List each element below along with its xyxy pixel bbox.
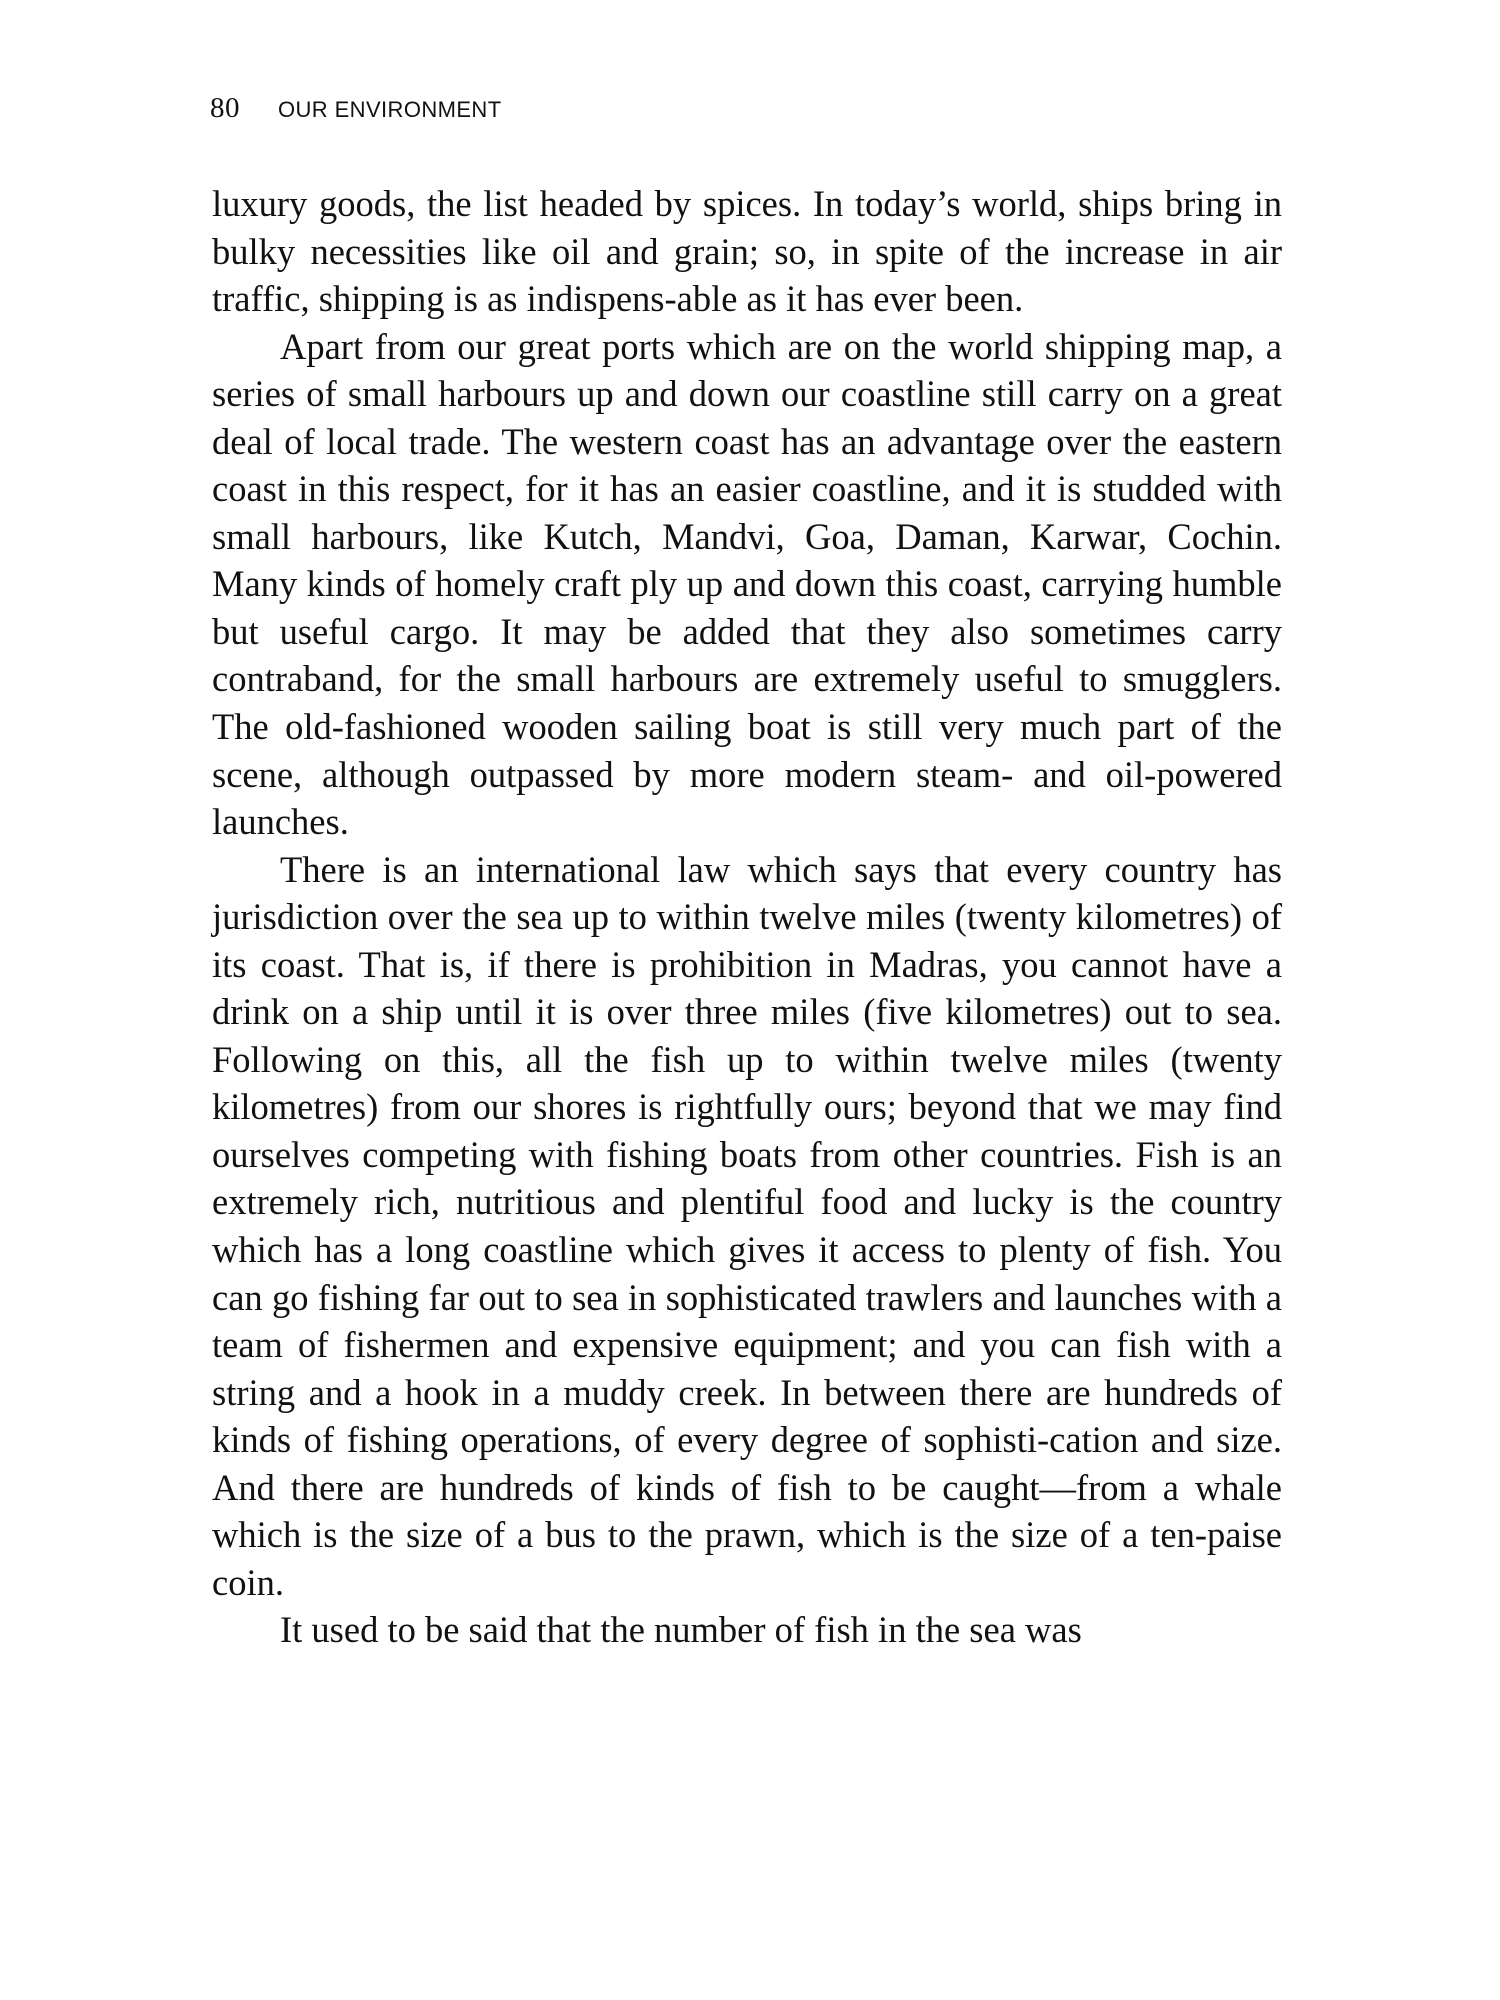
- paragraph-harbours: Apart from our great ports which are on the world shipping map, a series of small harbours up and down our coastline still carry on a great deal of local trade. The western coast has an advantage over the eastern coast in this respect, for it has an easier coastline, and it is studded with small harbours, like Kutch, Mandvi, Goa, Daman, Karwar, Cochin. Many kinds of homely craft ply up and down this coast, carrying humble but useful cargo. It may be added that they also sometimes carry contraband, for the small harbours are extremely useful to smugglers. The old-fashioned wooden sailing boat is still very much part of the scene, although outpassed by more modern steam- and oil-powered launches.: [212, 325, 1282, 843]
- paragraph-international-law: There is an international law which says that every country has jurisdiction over the sea up to within twelve miles (twenty kilometres) of its coast. That is, if there is prohibition in Madras, you cannot have a drink on a ship until it is over three miles (five kilometres) out to sea. Following on this, all the fish up to within twelve miles (twenty kilometres) from our shores is rightfully ours; beyond that we may find ourselves competing with fishing boats from other countries. Fish is an extremely rich, nutritious and plentiful food and lucky is the country which has a long coastline which gives it access to plenty of fish. You can go fishing far out to sea in sophisticated trawlers and launches with a team of fishermen and expensive equipment; and you can fish with a string and a hook in a muddy creek. In between there are hundreds of kinds of fishing operations, of every degree of sophisti-cation and size. And there are hundreds of kinds of fish to be caught—from a whale which is the size of a bus to the prawn, which is the size of a ten-paise coin.: [212, 848, 1282, 1603]
- running-title: OUR ENVIRONMENT: [278, 97, 502, 122]
- paragraph-continued: luxury goods, the list headed by spices. In today’s world, ships bring in bulky necessities like oil and grain; so, in spite of the increase in air traffic, shipping is as indispens-able as it has ever been.: [212, 183, 1282, 320]
- running-head: [210, 92, 502, 132]
- paragraph-fish-number: It used to be said that the number of fish in the sea was: [280, 1609, 1082, 1651]
- body-text: [212, 180, 1282, 1654]
- page-number: 80: [210, 92, 240, 124]
